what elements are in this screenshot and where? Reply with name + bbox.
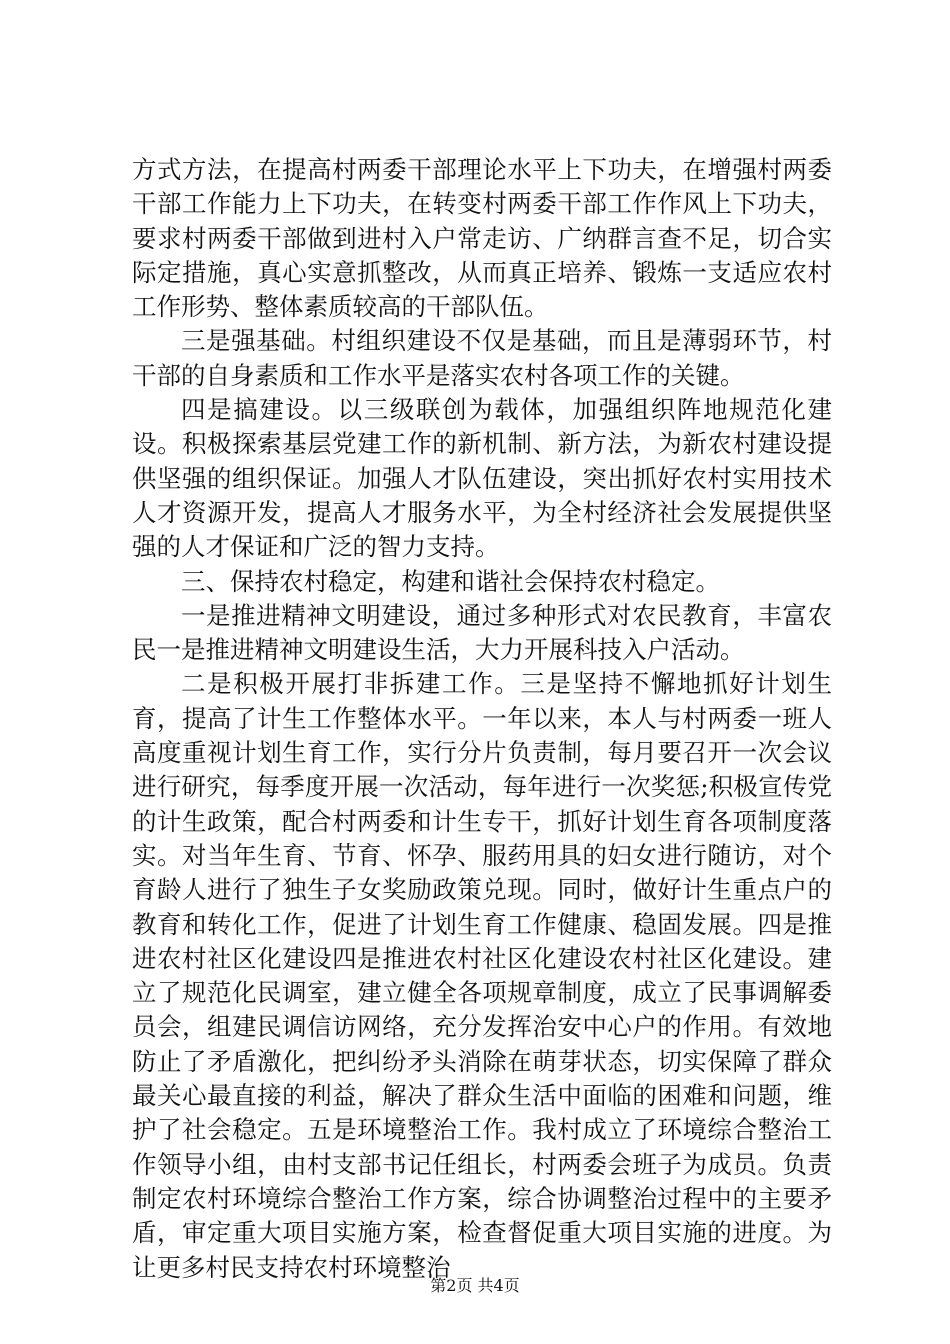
paragraph-2: 三是强基础。村组织建设不仅是基础，而且是薄弱环节，村干部的自身素质和工作水平是落实农村各项工作的关键。 <box>132 326 832 390</box>
page-footer: 第2页 共4页 <box>430 1276 520 1295</box>
paragraph-5: 一是推进精神文明建设，通过多种形式对农民教育，丰富农民一是推进精神文明建设生活，大力开展科技入户活动。 <box>132 600 832 665</box>
paragraph-6: 二是积极开展打非拆建工作。三是坚持不懈地抓好计划生育，提高了计生工作整体水平。一年以来，本人与村两委一班人高度重视计划生育工作，实行分片负责制，每月要召开一次会议进行研究，每季度开展一次活动，每年进行一次奖惩;积极宣传党的计生政策，配合村两委和计生专干，抓好计划生育各项制度落实。对当年生育、节育、怀孕、服药用具的妇女进行随访，对个育龄人进行了独生子女奖励政策兑现。同时，做好计生重点户的教育和转化工作，促进了计划生育工作健康、稳固发展。四是推进农村社区化建设四是推进农村社区化建设农村社区化建设。建立了规范化民调室，建立健全各项规章制度，成立了民事调解委员会，组建民调信访网络，充分发挥治安中心户的作用。有效地防止了矛盾激化，把纠纷矛头消除在萌芽状态，切实保障了群众最关心最直接的利益，解决了群众生活中面临的困难和问题，维护了社会稳定。五是环境整治工作。我村成立了环境综合整治工作领导小组，由村支部书记任组长，村两委会班子为成员。负责制定农村环境综合整治工作方案，综合协调整治过程中的主要矛盾，审定重大项目实施方案，检查督促重大项目实施的进度。为让更多村民支持农村环境整治 <box>132 669 832 1282</box>
paragraph-4: 三、保持农村稳定，构建和谐社会保持农村稳定。 <box>181 566 720 596</box>
paragraph-1: 方式方法，在提高村两委干部理论水平上下功夫，在增强村两委干部工作能力上下功夫，在转变村两委干部工作作风上下功夫，要求村两委干部做到进村入户常走访、广纳群言查不足，切合实际定措施，真心实意抓整改，从而真正培养、锻炼一支适应农村工作形势、整体素质较高的干部队伍。 <box>132 155 832 322</box>
paragraph-3: 四是搞建设。以三级联创为载体，加强组织阵地规范化建设。积极探索基层党建工作的新机制、新方法，为新农村建设提供坚强的组织保证。加强人才队伍建设，突出抓好农村实用技术人才资源开发，提高人才服务水平，为全村经济社会发展提供坚强的人才保证和广泛的智力支持。 <box>132 395 832 562</box>
document-body <box>132 153 832 1285</box>
